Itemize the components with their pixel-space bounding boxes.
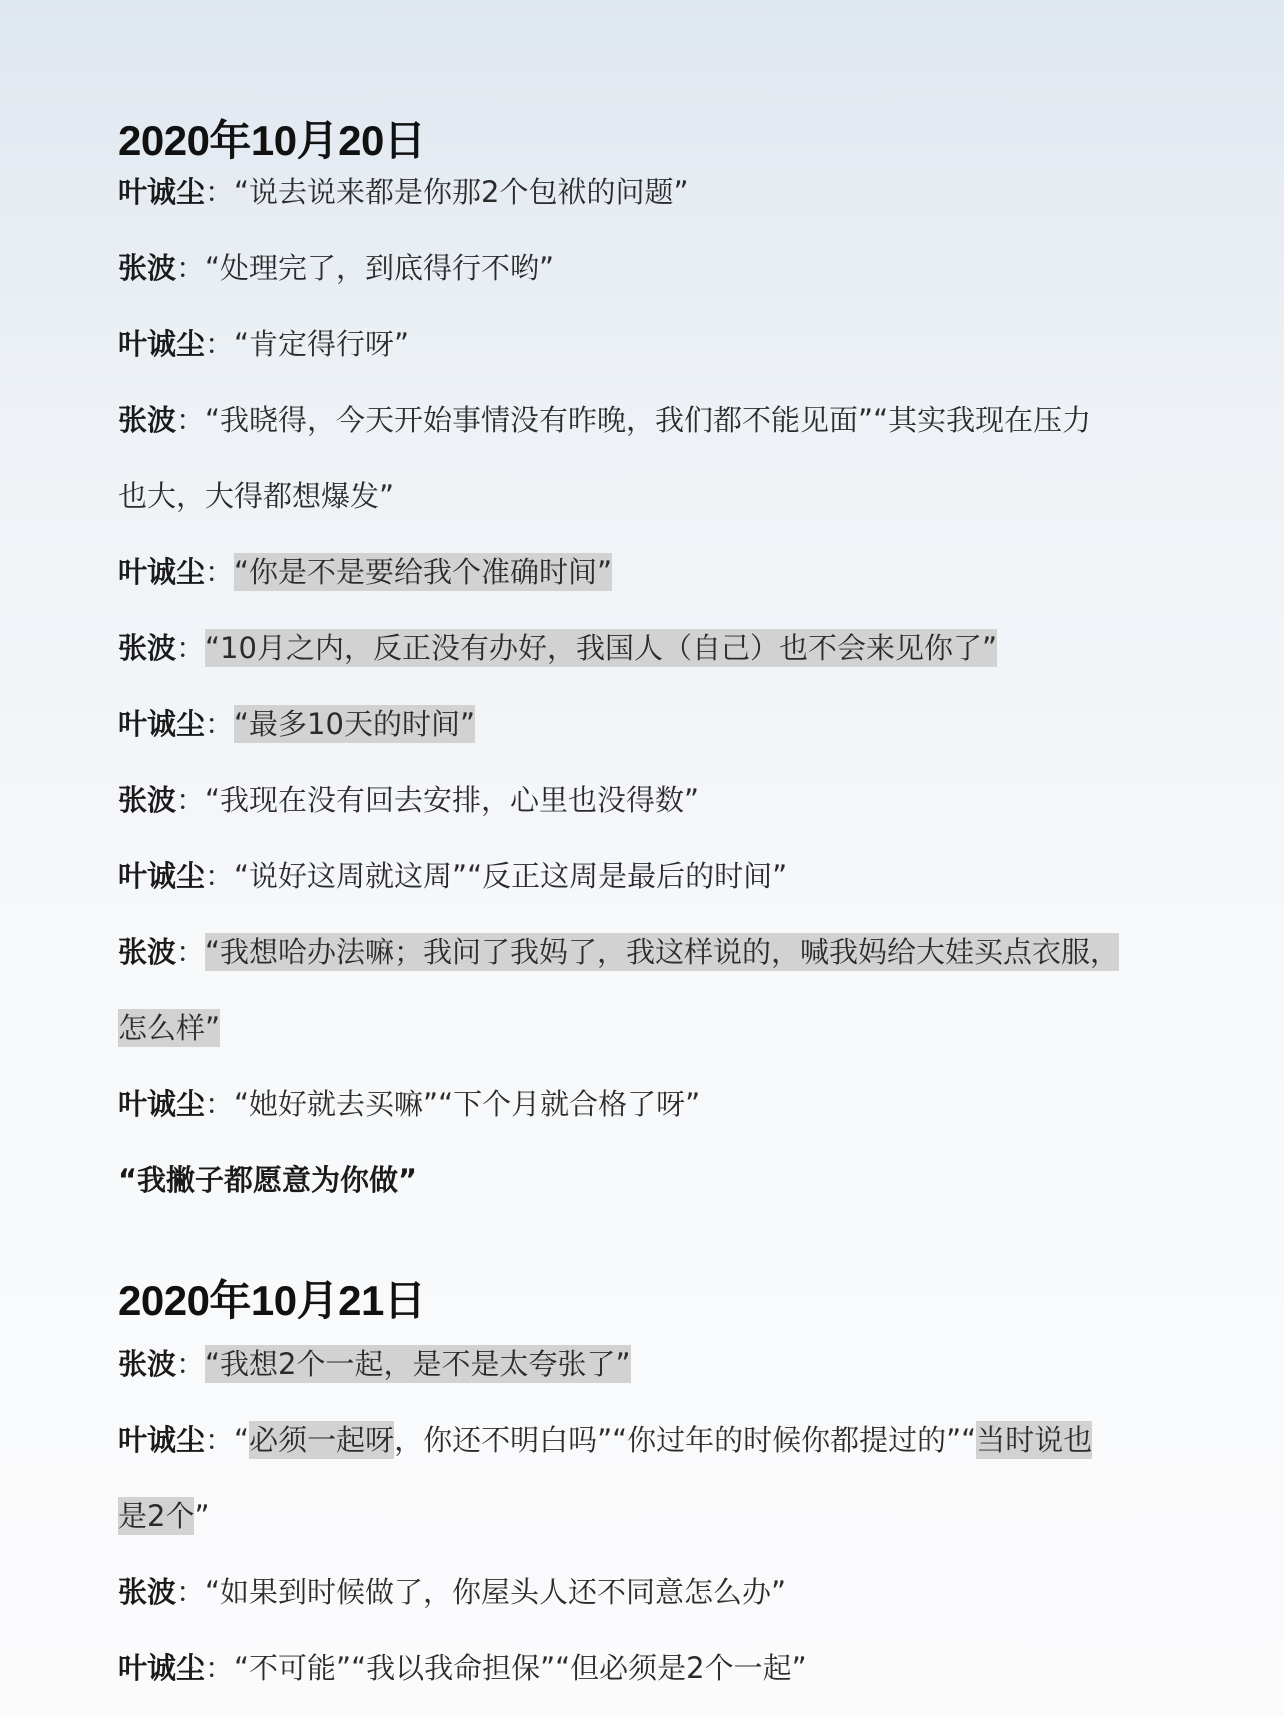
dialogue-line: 叶诚尘：“你是不是要给我个准确时间” — [118, 555, 613, 589]
speaker-name: 叶诚尘 — [118, 327, 206, 361]
dialogue-line: 叶诚尘：“说去说来都是你那2个包袱的问题” — [118, 175, 689, 209]
line-text: “肯定得行呀” — [234, 327, 410, 361]
dialogue-line: 叶诚尘：“最多10天的时间” — [118, 707, 475, 741]
speaker-name: 张波 — [118, 1575, 177, 1609]
dialogue-line: 张波：“我现在没有回去安排，心里也没得数” — [118, 783, 700, 817]
highlighted-text: “我想哈办法嘛；我问了我妈了，我这样说的，喊我妈给大娃买点衣服， — [205, 935, 1120, 969]
line-text: “我晓得，今天开始事情没有昨晚，我们都不能见面”“其实我现在压力 — [205, 403, 1092, 437]
line-text: “我撇子都愿意为你做” — [118, 1163, 418, 1197]
speaker-name: 张波 — [118, 631, 177, 665]
line-text: “说好这周就这周”“反正这周是最后的时间” — [234, 859, 788, 893]
line-text: ，你还不明白吗”“你过年的时候你都提过的”“ — [394, 1423, 977, 1457]
speaker-name: 叶诚尘 — [118, 707, 206, 741]
dialogue-line: 叶诚尘：“说好这周就这周”“反正这周是最后的时间” — [118, 859, 788, 893]
dialogue-line: 张波：“我想哈办法嘛；我问了我妈了，我这样说的，喊我妈给大娃买点衣服， — [118, 935, 1120, 969]
highlighted-text: 是2个 — [118, 1499, 195, 1533]
line-text: “如果到时候做了，你屋头人还不同意怎么办” — [205, 1575, 787, 1609]
line-text: 也大，大得都想爆发” — [118, 479, 395, 513]
line-text: “不可能”“我以我命担保”“但必须是2个一起” — [234, 1651, 807, 1685]
speaker-name: 张波 — [118, 935, 177, 969]
highlighted-text: “我想2个一起，是不是太夸张了” — [205, 1347, 631, 1381]
date-heading: 2020年10月20日 — [118, 117, 426, 164]
speaker-name: 叶诚尘 — [118, 859, 206, 893]
quote-open: “ — [234, 1423, 250, 1457]
highlighted-text: 必须一起呀 — [249, 1423, 395, 1457]
highlighted-text: 当时说也 — [976, 1423, 1093, 1457]
date-heading: 2020年10月21日 — [118, 1277, 426, 1324]
speaker-name: 张波 — [118, 783, 177, 817]
speaker-name: 叶诚尘 — [118, 1423, 206, 1457]
dialogue-line: 张波：“我想2个一起，是不是太夸张了” — [118, 1347, 631, 1381]
dialogue-line: 叶诚尘：“必须一起呀，你还不明白吗”“你过年的时候你都提过的”“当时说也 — [118, 1423, 1093, 1457]
dialogue-line: 张波：“如果到时候做了，你屋头人还不同意怎么办” — [118, 1575, 787, 1609]
dialogue-line: 叶诚尘：“她好就去买嘛”“下个月就合格了呀” — [118, 1087, 701, 1121]
dialogue-line-continued — [118, 1006, 220, 1050]
dialogue-line: 叶诚尘：“肯定得行呀” — [118, 327, 410, 361]
dialogue-line: 张波：“10月之内，反正没有办好，我国人（自己）也不会来见你了” — [118, 631, 997, 665]
dialogue-line: 叶诚尘：“不可能”“我以我命担保”“但必须是2个一起” — [118, 1651, 807, 1685]
line-text: “她好就去买嘛”“下个月就合格了呀” — [234, 1087, 701, 1121]
speaker-name: 叶诚尘 — [118, 555, 206, 589]
highlighted-text: “10月之内，反正没有办好，我国人（自己）也不会来见你了” — [205, 631, 997, 665]
highlighted-text: 怎么样” — [118, 1011, 221, 1045]
line-text: “说去说来都是你那2个包袱的问题” — [234, 175, 689, 209]
watermark — [1150, 1671, 1270, 1701]
speaker-name: 叶诚尘 — [118, 1651, 206, 1685]
dialogue-line: 张波：“我晓得，今天开始事情没有昨晚，我们都不能见面”“其实我现在压力 — [118, 403, 1092, 437]
highlighted-text: “最多10天的时间” — [234, 707, 475, 741]
speaker-name: 张波 — [118, 251, 177, 285]
line-text: “处理完了，到底得行不哟” — [205, 251, 555, 285]
dialogue-line-bold — [118, 1158, 417, 1202]
speaker-name: 张波 — [118, 403, 177, 437]
line-text: “我现在没有回去安排，心里也没得数” — [205, 783, 700, 817]
speaker-name: 叶诚尘 — [118, 175, 206, 209]
highlighted-text: “你是不是要给我个准确时间” — [234, 555, 613, 589]
speaker-name: 张波 — [118, 1347, 177, 1381]
line-text: ” — [194, 1499, 210, 1533]
dialogue-line: 张波：“处理完了，到底得行不哟” — [118, 251, 555, 285]
dialogue-line-continued — [118, 1494, 209, 1538]
speaker-name: 叶诚尘 — [118, 1087, 206, 1121]
dialogue-line-continued — [118, 474, 394, 518]
